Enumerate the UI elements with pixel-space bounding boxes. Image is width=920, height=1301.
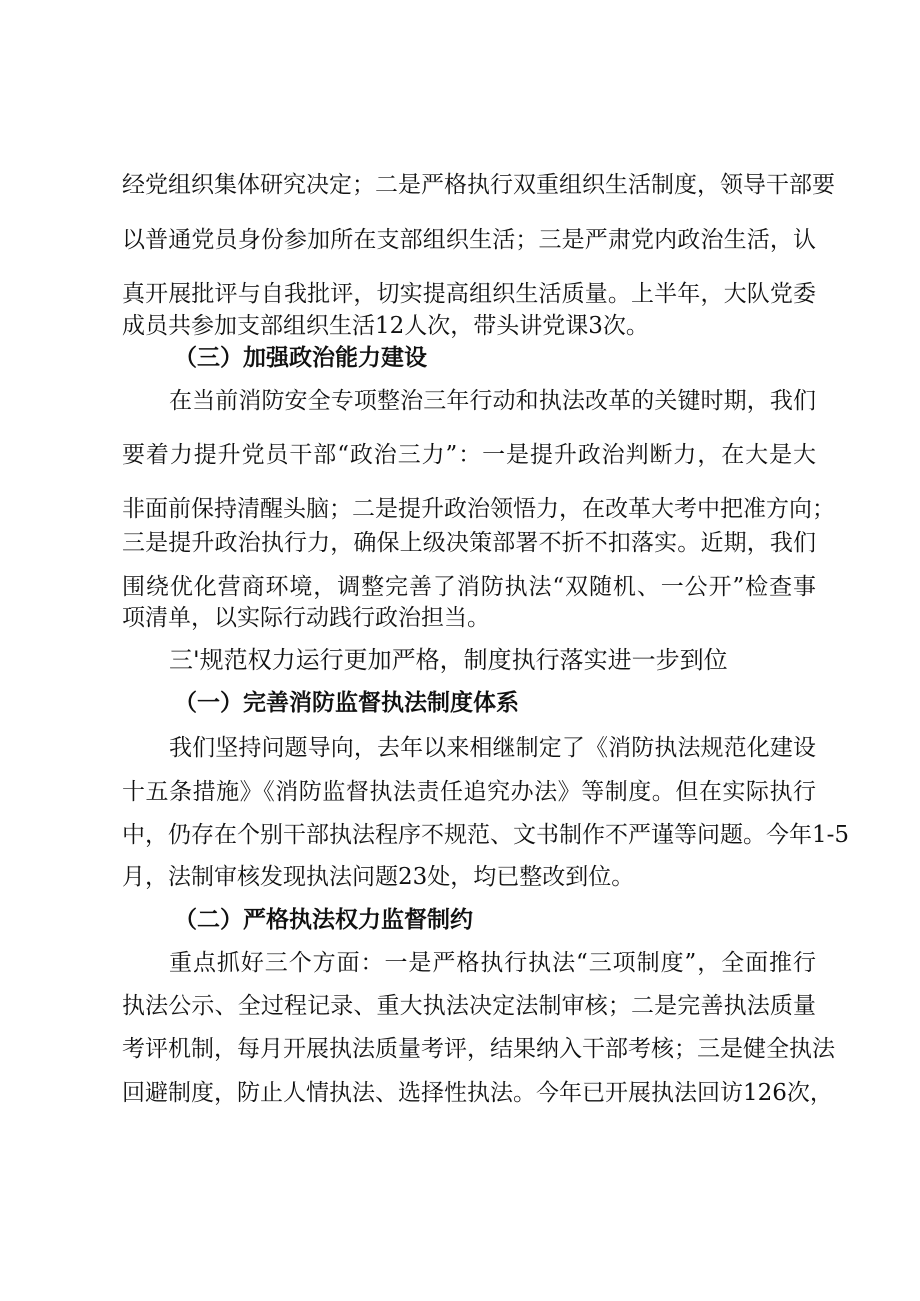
paragraph-line: 经党组织集体研究决定；二是严格执行双重组织生活制度，领导干部要 <box>122 172 835 198</box>
paragraph-line: 回避制度，防止人情执法、选择性执法。今年已开展执法回访126次， <box>122 1080 833 1106</box>
paragraph-line: 成员共参加支部组织生活12人次，带头讲党课3次。 <box>122 313 649 339</box>
paragraph-line: 要着力提升党员干部“政治三力”：一是提升政治判断力，在大是大 <box>122 442 816 468</box>
paragraph-line: 中，仍存在个别干部执法程序不规范、文书制作不严谨等问题。今年1-5 <box>122 822 850 848</box>
paragraph-line: 在当前消防安全专项整治三年行动和执法改革的关键时期，我们 <box>169 388 816 414</box>
paragraph-line: 项清单，以实际行动践行政治担当。 <box>122 605 490 631</box>
paragraph-line: 执法公示、全过程记录、重大执法决定法制审核；二是完善执法质量 <box>122 993 816 1019</box>
paragraph-line: 真开展批评与自我批评，切实提高组织生活质量。上半年，大队党委 <box>122 281 816 307</box>
section-subheading: （三）加强政治能力建设 <box>174 345 427 371</box>
paragraph-line: 考评机制，每月开展执法质量考评，结果纳入干部考核；三是健全执法 <box>122 1036 835 1062</box>
section-subheading: （一）完善消防监督执法制度体系 <box>174 690 519 716</box>
paragraph-line: 围绕优化营商环境，调整完善了消防执法“双随机、一公开”检查事 <box>122 574 816 600</box>
section-heading: 三'规范权力运行更加严格，制度执行落实进一步到位 <box>169 646 728 674</box>
section-subheading: （二）严格执法权力监督制约 <box>174 907 473 933</box>
paragraph-line: 非面前保持清醒头脑；二是提升政治领悟力，在改革大考中把准方向； <box>122 496 835 522</box>
paragraph-line: 月，法制审核发现执法问题23处，均已整改到位。 <box>122 864 635 890</box>
paragraph-line: 重点抓好三个方面：一是严格执行执法“三项制度”，全面推行 <box>169 950 816 976</box>
paragraph-line: 十五条措施》《消防监督执法责任追究办法》等制度。但在实际执行 <box>122 779 816 805</box>
paragraph-line: 三是提升政治执行力，确保上级决策部署不折不扣落实。近期，我们 <box>122 530 816 556</box>
paragraph-line: 我们坚持问题导向，去年以来相继制定了《消防执法规范化建设 <box>169 735 816 761</box>
paragraph-line: 以普通党员身份参加所在支部组织生活；三是严肃党内政治生活，认 <box>122 227 816 253</box>
